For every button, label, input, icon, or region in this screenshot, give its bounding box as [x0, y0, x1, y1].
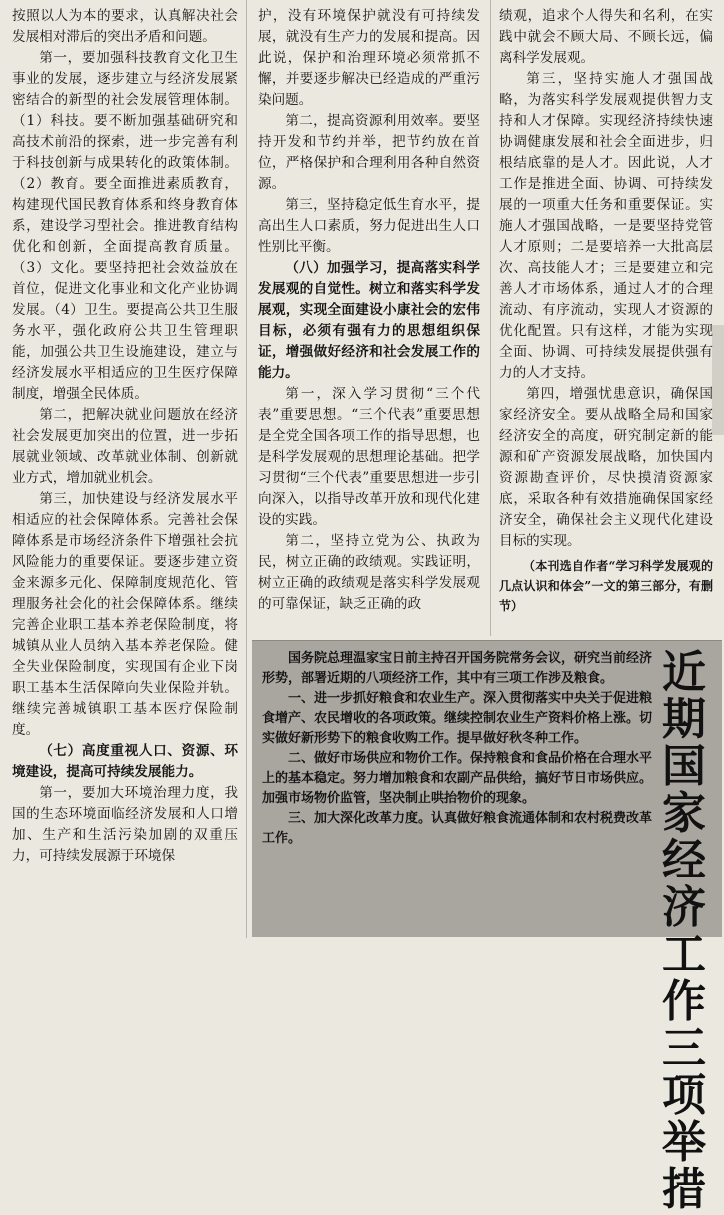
paragraph: 绩观，追求个人得失和名利，在实践中就会不顾大局、不顾长远，偏离科学发展观。 — [499, 8, 713, 66]
paragraph: 第二，坚持立党为公、执政为民，树立正确的政绩观。实践证明，树立正确的政绩观是落实科学发展观的可靠保证，缺乏正确的政 — [258, 533, 480, 612]
paragraph: 第二，提高资源利用效率。要坚持开发和节约并举，把节约放在首位，严格保护和合理利用各种自然资源。 — [258, 113, 480, 192]
paragraph: 第一，要加强科技教育文化卫生事业的发展，逐步建立与经济发展紧密结合的新型的社会发展管理体制。（1）科技。要不断加强基础研究和高技术前沿的探索，进一步完善有利于科技创新与成果转化的政策体制。（2）教育。要全面推进素质教育，构建现代国民教育体系和终身教育体系，建设学习型社会。推进教育结构优化和创新，全面提高教育质量。（3）文化。要坚持把社会效益放在首位，促进文化事业和文化产业协调发展。（4）卫生。要提高公共卫生服务水平，强化政府公共卫生管理职能，加强公共卫生设施建设，建立与经济发展水平相适应的卫生医疗保障制度，增强全民体质。 — [12, 50, 238, 402]
news-sidebar-box — [252, 640, 722, 1215]
news-paragraph: 三、加大深化改革力度。认真做好粮食流通体制和农村税费改革工作。 — [262, 811, 653, 846]
news-box-title: 近期国家经济工作三项举措 — [662, 647, 706, 1215]
source-note: （本刊选自作者“学习科学发展观的几点认识和体会”一文的第三部分，有删节） — [499, 559, 713, 613]
article-column-1 — [12, 6, 238, 867]
paragraph: 第三，坚持稳定低生育水平，提高出生人口素质，努力促进出生人口性别比平衡。 — [258, 197, 480, 255]
news-paragraph: 二、做好市场供应和物价工作。保持粮食和食品价格在合理水平上的基本稳定。努力增加粮食和农副产品供给，搞好节日市场供应。加强市场物价监管，坚决制止哄抬物价的现象。 — [262, 751, 653, 806]
paragraph: 第三，加快建设与经济发展水平相适应的社会保障体系。完善社会保障体系是市场经济条件下增强社会抗风险能力的重要保证。要逐步建立资金来源多元化、保障制度规范化、管理服务社会化的社会保障体系。继续完善企业职工基本养老保险制度，将城镇从业人员纳入基本养老保险。健全失业保险制度，实现国有企业下岗职工基本生活保障向失业保险并轨。继续完善城镇职工基本医疗保险制度。 — [12, 491, 238, 738]
paragraph: 第四，增强忧患意识，确保国家经济安全。要从战略全局和国家经济安全的高度，研究制定新的能源和矿产资源发展战略，加快国内资源勘查评价，尽快摸清资源家底，采取各种有效措施确保国家经济安全，确保社会主义现代化建设目标的实现。 — [499, 386, 713, 549]
column-divider — [246, 0, 247, 938]
paragraph: 第三，坚持实施人才强国战略，为落实科学发展观提供智力支持和人才保障。实现经济持续快速协调健康发展和社会全面进步，归根结底靠的是人才。因此说，人才工作是推进全面、协调、可持续发展的一项重大任务和重要保证。实施人才强国战略，一是要坚持党管人才原则；二是要培养一大批高层次、高技能人才；三是要建立和完善人才市场体系，通过人才的合理流动、有序流动，实现人才资源的优化配置。只有这样，才能为实现全面、协调、可持续发展提供强有力的人才支持。 — [499, 71, 713, 381]
section-heading: （七）高度重视人口、资源、环境建设，提高可持续发展能力。 — [12, 743, 238, 780]
news-paragraph: 国务院总理温家宝日前主持召开国务院常务会议，研究当前经济形势，部署近期的八项经济工作，其中有三项工作涉及粮食。 — [262, 651, 653, 686]
article-column-3 — [499, 6, 713, 616]
news-box-body — [262, 649, 652, 849]
section-heading: （八）加强学习，提高落实科学发展观的自觉性。树立和落实科学发展观，实现全面建设小康社会的宏伟目标，必须有强有力的思想组织保证，增强做好经济和社会发展工作的能力。 — [258, 260, 480, 381]
news-paragraph: 一、进一步抓好粮食和农业生产。深入贯彻落实中央关于促进粮食增产、农民增收的各项政策。继续控制农业生产资料价格上涨。切实做好新形势下的粮食收购工作。提早做好秋冬种工作。 — [262, 691, 653, 746]
paragraph: 第二，把解决就业问题放在经济社会发展更加突出的位置，进一步拓展就业领域、改革就业体制、创新就业方式，增加就业机会。 — [12, 407, 238, 486]
paragraph: 第一，要加大环境治理力度，我国的生态环境面临经济发展和人口增加、生产和生活污染加剧的双重压力，可持续发展源于环境保 — [12, 785, 238, 864]
paragraph: 按照以人为本的要求，认真解决社会发展相对滞后的突出矛盾和问题。 — [12, 8, 238, 45]
page-edge-shadow — [712, 325, 724, 435]
column-divider — [490, 0, 491, 636]
paragraph: 护，没有环境保护就没有可持续发展，就没有生产力的发展和提高。因此说，保护和治理环境必须常抓不懈，并要逐步解决已经造成的严重污染问题。 — [258, 8, 480, 108]
paragraph: 第一，深入学习贯彻“三个代表”重要思想。“三个代表”重要思想是全党全国各项工作的指导思想，也是科学发展观的思想理论基础。把学习贯彻“三个代表”重要思想进一步引向深入，以指导改革开放和现代化建设的实践。 — [258, 386, 480, 528]
article-column-2 — [258, 6, 480, 615]
